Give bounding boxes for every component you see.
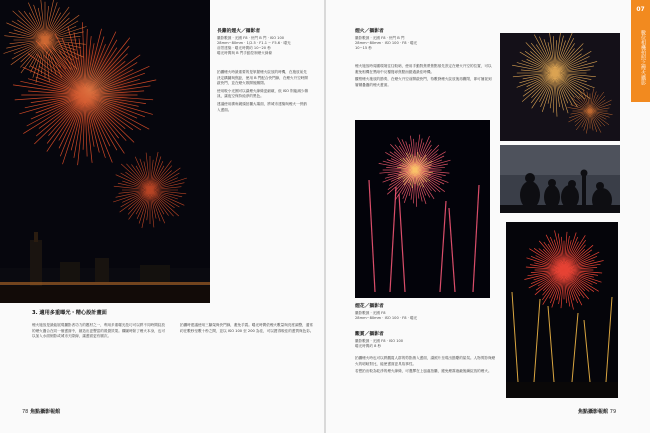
caption-line: 10~15 秒 <box>355 46 372 50</box>
bottom-right-fireworks-photo <box>506 222 618 398</box>
center-fireworks-photo <box>355 120 490 298</box>
caption-title: 煙花／攝影者 <box>355 304 384 309</box>
fireworks-illustration <box>355 120 490 298</box>
chapter-number: 07 <box>636 6 645 13</box>
left-folio <box>22 408 60 415</box>
fireworks-illustration <box>500 33 620 141</box>
caption-line: 28mm~80mm · ISO 100 · F8 · 曝光 <box>355 41 418 45</box>
folio-title: 焦點攝影報館 <box>578 409 609 415</box>
page-number: 78 <box>22 409 29 415</box>
caption-line: 攝影數據 · 光圈 F8 <box>355 311 386 315</box>
gutter <box>324 0 326 433</box>
section-heading: 3. 適用多重曝光・精心設計畫面 <box>32 310 107 316</box>
left-bottom-section <box>32 309 317 339</box>
paragraph: 煙火施放時周圍環境往往較暗，使用手動對焦將焦點預先設定在煙火升空的位置，可以避免相機在黑暗中反覆搜尋焦點而錯過最佳時機。 <box>355 64 492 74</box>
caption-title: 煙火／攝影者 <box>355 29 384 34</box>
caption-line: 曝光時間與 B 門手動控制煙火線條 <box>217 51 273 55</box>
right-caption-2 <box>355 302 435 321</box>
left-photo-caption <box>217 27 309 56</box>
chapter-tab <box>631 0 650 100</box>
right-bottom-text <box>355 356 497 377</box>
chapter-tab-rule <box>631 100 650 102</box>
caption-line: 攝影數據 · 光圈 F8 · 快門 B 門 · ISO 100 <box>217 36 285 40</box>
silhouette-crowd-photo <box>500 145 620 213</box>
page-number: 79 <box>609 409 617 415</box>
caption-title: 長灘的煙火／攝影者 <box>217 29 261 34</box>
left-column-2: 拍攝時建議使用三腳架與快門線，避免手震。曝光時間依煙火數量與亮度調整，通常約在數秒至數十秒之間，並以 ISO 100 至 200 為佳，可以獲得較佳的畫質與色彩。 <box>180 323 314 333</box>
caption-line: 攝影數據 · 光圈 F8 · ISO 100 <box>355 339 404 343</box>
fireworks-city-photo <box>0 0 210 303</box>
caption-line: 前景建築 · 曝光時間約 10~20 秒 <box>217 46 271 50</box>
right-caption-3 <box>355 330 435 349</box>
crowd-silhouette-illustration <box>500 145 620 213</box>
caption-line: 28mm~80mm · ISO 100 · F8 · 曝光 <box>355 316 418 320</box>
caption-line: 曝光時間約 8 秒 <box>355 344 382 348</box>
caption-title: 觀賞／攝影者 <box>355 332 384 337</box>
paragraph: 拍攝煙火時最重要的是掌握煙火綻放的時機，在施放前先決定構圖與焦距，使用 B 門配合快門線，在煙火升空時開啟快門，並在煙火散開後關閉。 <box>217 70 308 86</box>
right-caption-1 <box>355 27 435 51</box>
paragraph: 建議使用廣角鏡頭拍攝大場面，將城市建築與煙火一併納入畫面。 <box>217 101 307 112</box>
caption-line: 28mm~80mm · 1/2.5 · F1.1 ~ F5.6 · 曝光 <box>217 41 291 45</box>
fireworks-city-illustration <box>0 0 210 303</box>
paragraph: 使用較小光圈可以讓煙火線條更細緻，低 ISO 則能減少雜訊，讓夜空保持純淨的黑色。 <box>217 88 309 99</box>
caption-line: 攝影數據 · 光圈 F8 · 快門 B 門 <box>355 36 405 40</box>
paragraph: 拍攝煙火時也可以將觀賞人群的剪影納入畫面，讓照片呈現出節慶的氣氛。人物剪影與煙火的明暗對比，能使畫面更具故事性。 <box>355 356 496 366</box>
chapter-title-vertical: 數位相機拍照之煙火攝影 <box>640 30 646 85</box>
fireworks-illustration <box>506 222 618 398</box>
right-body-text <box>355 64 495 90</box>
top-right-fireworks-photo <box>500 33 620 141</box>
left-column-1: 煙火施放是最能展現攝影者功力的題材之一，利用多重曝光技巧可以將不同時間綻放的煙火疊合在同一個畫面中，創造出更豐富的視覺效果。構圖時除了煙火本身，也可以加入水面倒影或城市天際線，讓畫面更有層次。 <box>32 323 165 339</box>
paragraph: 觀察煙火施放的節奏，在煙火升空前開啟快門，待數發煙火綻放後再關閉，即可捕捉到層層疊疊的煙火畫面。 <box>355 77 492 87</box>
folio-title: 焦點攝影報館 <box>30 409 61 415</box>
right-folio <box>578 408 616 415</box>
paragraph: 若想拍出較為乾淨的煙火線條，可選擇在上風處拍攝，避免煙霧遮蔽後續綻放的煙火。 <box>355 369 492 374</box>
left-body-text <box>217 70 309 115</box>
